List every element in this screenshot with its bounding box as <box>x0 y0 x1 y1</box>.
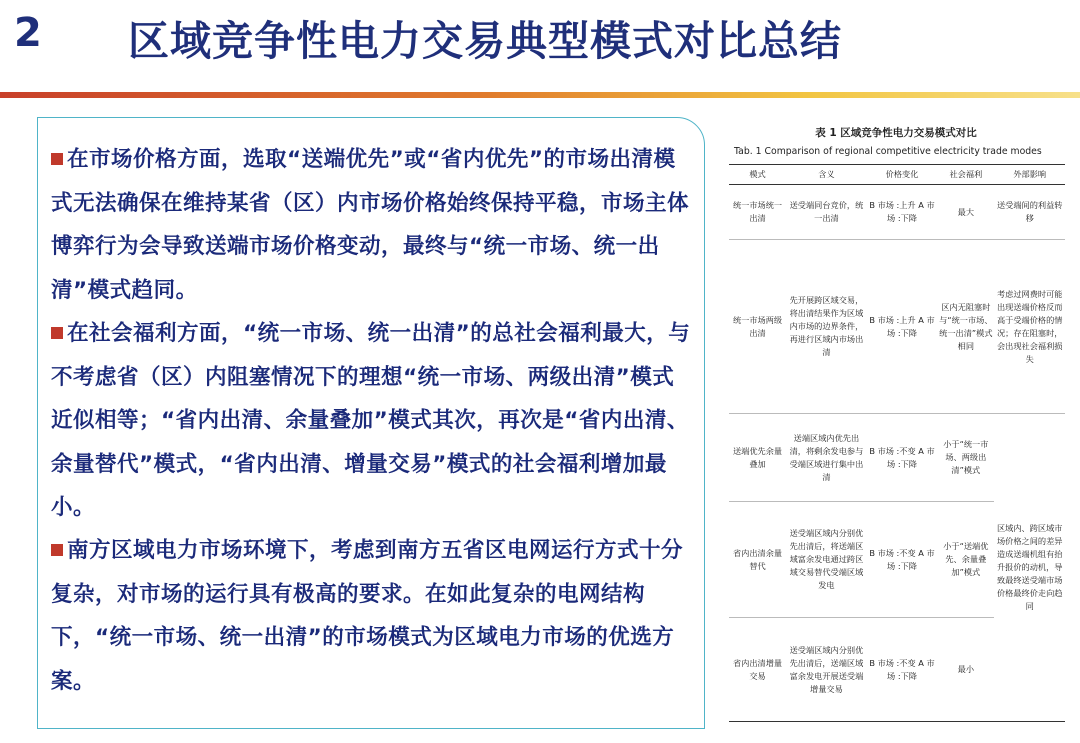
cell-meaning: 送受端区域内分别优先出清后，送端区域富余发电开展送受端增量交易 <box>786 618 867 722</box>
cell-impact: 送受端间的利益转移 <box>994 185 1065 240</box>
cell-price: B 市场 :不变 A 市场 :下降 <box>867 414 938 502</box>
header-mode: 模式 <box>729 165 786 185</box>
header-social-welfare: 社会福利 <box>937 165 994 185</box>
table-row <box>729 240 1065 414</box>
square-bullet-icon <box>51 544 63 556</box>
paragraph-southern-grid <box>51 529 691 703</box>
cell-meaning: 送端区域内优先出清，将剩余发电参与受端区域进行集中出清 <box>786 414 867 502</box>
cell-mode: 统一市场统一出清 <box>729 185 786 240</box>
cell-mode: 送端优先余量叠加 <box>729 414 786 502</box>
cell-impact-merged: 区域内、跨区域市场价格之间的差异造成送端机组有抬升报价的动机，导致最终送受端市场价格最终价走向趋同 <box>994 414 1065 722</box>
cell-impact: 考虑过网费时可能出现送端价格反而高于受端价格的情况；存在阻塞时，会出现社会福利损失 <box>994 240 1065 414</box>
paragraph-text: 在社会福利方面，“统一市场、统一出清”的总社会福利最大，与不考虑省（区）内阻塞情况下的理想“统一市场、两级出清”模式近似相等；“省内出清、余量叠加”模式其次，再次是“省内出清、余量替代”模式，“省内出清、增量交易”模式的社会福利增加最小。 <box>51 321 691 521</box>
cell-welfare: 区内无阻塞时与“统一市场、统一出清”模式相同 <box>937 240 994 414</box>
cell-mode: 省内出清增量交易 <box>729 618 786 722</box>
paragraph-text: 南方区域电力市场环境下，考虑到南方五省区电网运行方式十分复杂，对市场的运行具有极高的要求。在如此复杂的电网结构下，“统一市场、统一出清”的市场模式为区域电力市场的优选方案。 <box>51 538 684 694</box>
table-header-row <box>729 165 1065 185</box>
cell-mode: 统一市场两级出清 <box>729 240 786 414</box>
slide-number: 2 <box>14 10 42 56</box>
header-meaning: 含义 <box>786 165 867 185</box>
cell-meaning: 送受端区域内分别优先出清后，将送端区域富余发电通过跨区域交易替代受端区域发电 <box>786 502 867 618</box>
cell-mode: 省内出清余量替代 <box>729 502 786 618</box>
comparison-table <box>729 164 1065 722</box>
cell-meaning: 送受端同台竞价，统一出清 <box>786 185 867 240</box>
square-bullet-icon <box>51 327 63 339</box>
table-subtitle: Tab. 1 Comparison of regional competitive electricity trade modes <box>734 146 1042 157</box>
cell-meaning: 先开展跨区域交易，将出清结果作为区域内市场的边界条件，再进行区域内市场出清 <box>786 240 867 414</box>
paragraph-text: 在市场价格方面，选取“送端优先”或“省内优先”的市场出清模式无法确保在维持某省（区）内市场价格始终保持平稳，市场主体博弈行为会导致送端市场价格变动，最终与“统一市场、统一出清”模式趋同。 <box>51 147 690 303</box>
slide-header <box>0 0 1080 90</box>
cell-price: B 市场 :上升 A 市场 :下降 <box>867 185 938 240</box>
header-external-impact: 外部影响 <box>994 165 1065 185</box>
cell-price: B 市场 :不变 A 市场 :下降 <box>867 618 938 722</box>
cell-welfare: 最大 <box>937 185 994 240</box>
table-row <box>729 414 1065 502</box>
cell-welfare: 小于“统一市场、两级出清”模式 <box>937 414 994 502</box>
title-divider <box>0 92 1080 98</box>
cell-welfare: 小于“送端优先、余量叠加”模式 <box>937 502 994 618</box>
slide-title: 区域竞争性电力交易典型模式对比总结 <box>128 17 842 65</box>
paragraph-social-welfare <box>51 312 691 530</box>
table-title: 表 1 区域竞争性电力交易模式对比 <box>815 127 977 139</box>
square-bullet-icon <box>51 153 63 165</box>
cell-price: B 市场 :上升 A 市场 :下降 <box>867 240 938 414</box>
paragraph-market-price <box>51 138 691 312</box>
cell-welfare: 最小 <box>937 618 994 722</box>
cell-price: B 市场 :不变 A 市场 :下降 <box>867 502 938 618</box>
comparison-table-figure <box>724 120 1068 732</box>
header-price-change: 价格变化 <box>867 165 938 185</box>
summary-text-box <box>37 117 705 729</box>
table-row <box>729 185 1065 240</box>
